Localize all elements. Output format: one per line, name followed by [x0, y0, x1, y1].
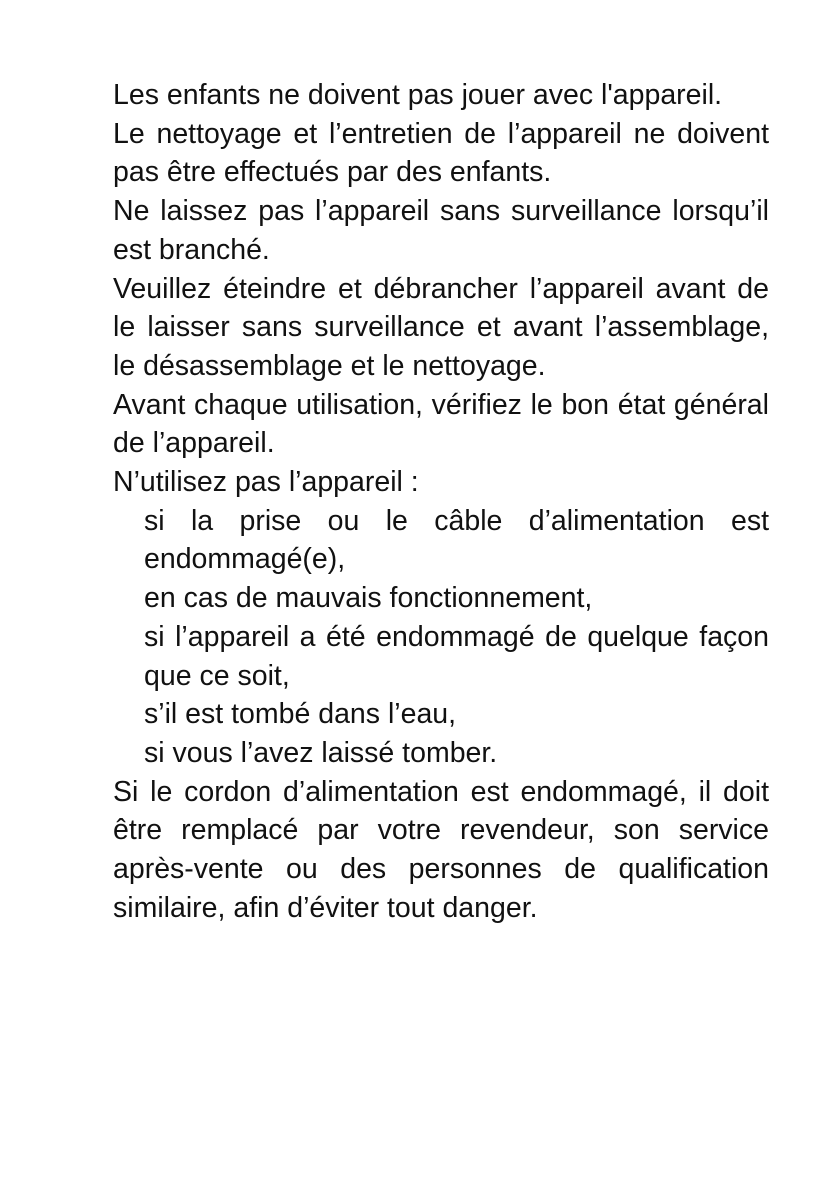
list-item: si la prise ou le câble d’alimentation est endommagé(e), [144, 504, 769, 576]
paragraph-do-not-use: N’utilisez pas l’appareil : [113, 466, 419, 499]
list-item: en cas de mauvais fonctionnement, [144, 582, 593, 615]
list-item: si l’appareil a été endommagé de quelque façon que ce soit, [144, 620, 769, 692]
list-item: si vous l’avez laissé tomber. [144, 736, 498, 769]
paragraph-children-play: Les enfants ne doivent pas jouer avec l'appareil. [113, 79, 723, 111]
paragraph-cleaning-children: Le nettoyage et l’entretien de l’appareil ne doivent pas être effectués par des enfants. [113, 117, 769, 189]
paragraph-check-condition: Avant chaque utilisation, vérifiez le bon état général de l’appareil. [113, 388, 769, 460]
paragraph-unplug: Veuillez éteindre et débrancher l’appareil avant de le laisser sans surveillance et avant l’assemblage, le désassemblage et le nettoyage. [113, 272, 769, 382]
paragraph-no-unattended: Ne laissez pas l’appareil sans surveillance lorsqu’il est branché. [113, 195, 769, 266]
list-item: s’il est tombé dans l’eau, [144, 698, 457, 731]
safety-instructions [113, 76, 769, 927]
paragraph-power-cord: Si le cordon d’alimentation est endommagé, il doit être remplacé par votre revendeur, son service après-vente ou des personnes de qualification similaire, afin d’éviter tout danger. [113, 775, 769, 924]
do-not-use-conditions-list [113, 502, 769, 773]
